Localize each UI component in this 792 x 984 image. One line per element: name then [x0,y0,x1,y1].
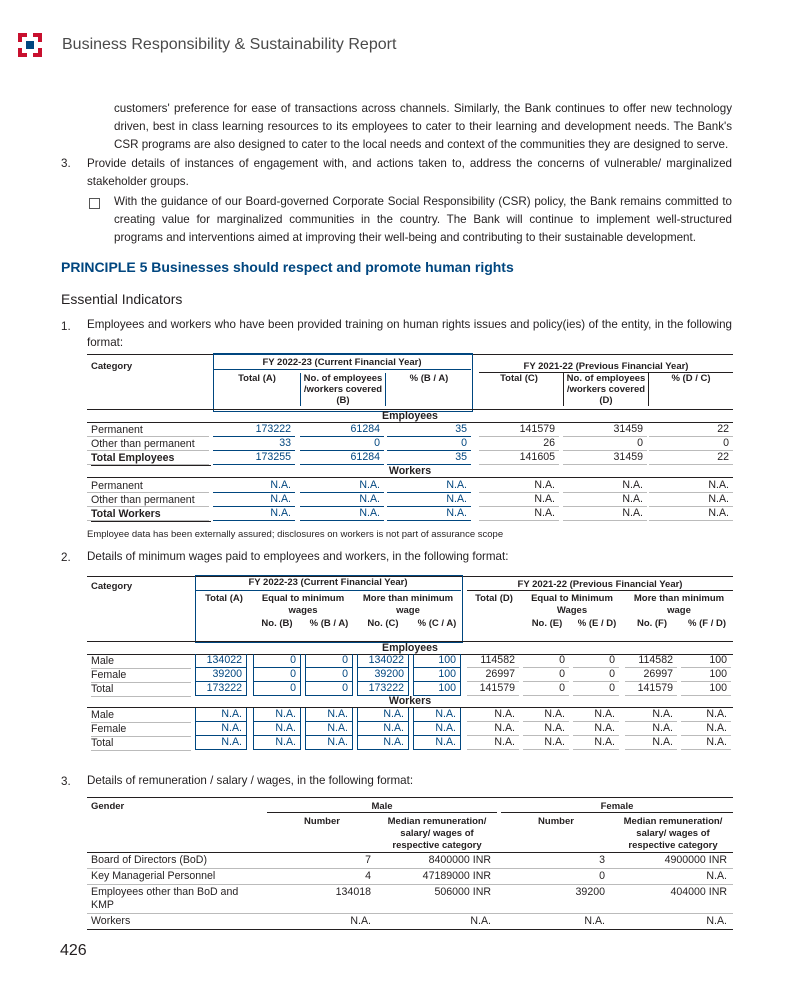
remuneration-table [87,797,733,926]
t3-cell: 506000 INR [434,886,491,898]
t1-work-cell: N.A. [479,479,559,493]
t1-emp-cell: 141579 [479,423,559,437]
t2-fy-current-header: FY 2022-23 (Current Financial Year) [248,577,408,588]
t2-emp-cell: 0 [253,654,301,668]
t2-work-cell: N.A. [523,722,569,736]
checkbox-icon [89,198,100,209]
t3-female-header: Female [501,801,733,813]
t1-work-cell: N.A. [387,493,471,507]
t3-cell: 39200 [575,886,605,898]
t1-emp-cell: 22 [649,423,733,437]
t2-emp-row-label: Female [91,668,191,683]
t1-work-cell: N.A. [563,507,647,521]
t2-emp-cell: 26997 [467,668,519,682]
q2-number: 2. [61,551,71,564]
t2-category-header: Category [91,581,133,592]
q3-question: Provide details of instances of engagement with, and actions taken to, address the concerns of vulnerable/ marginalized stakeholder groups. [87,157,732,188]
t1-employees-section: Employees [87,409,733,423]
t2-work-cell: N.A. [357,708,409,722]
t3-cell: N.A. [706,870,727,882]
t2-subheader: No. (C) [367,618,399,629]
t2-emp-cell: 141579 [625,682,677,696]
t2-work-row-label: Total [91,736,191,751]
t1-emp-cell: 173222 [213,423,295,437]
row-divider [87,913,733,914]
t3-cell: 4 [365,870,371,882]
row-divider [87,868,733,869]
t2-emp-row-label: Total [91,682,191,697]
t1-emp-cell: 31459 [563,451,647,465]
page-number: 426 [60,942,87,959]
t3-cell: 134018 [335,886,371,898]
t1-fy-current-header: FY 2022-23 (Current Financial Year) [262,357,422,368]
t2-work-cell: N.A. [305,736,353,750]
t2-work-row-label: Male [91,708,191,723]
t1-work-cell: N.A. [649,493,733,507]
t2-emp-cell: 100 [681,668,731,682]
t2-work-cell: N.A. [413,722,461,736]
t3-cell: 47189000 INR [422,870,491,882]
t3-cell: 7 [365,854,371,866]
t2-equal-min: Equal to minimum wages [261,593,345,616]
t2-emp-cell: 0 [253,682,301,696]
t2-emp-cell: 26997 [625,668,677,682]
t3-male-median: Median remuneration/ salary/ wages of respective category [387,816,487,851]
t2-emp-cell: 0 [305,668,353,682]
t1-work-row-label: Total Workers [91,507,211,522]
t1-col-covered-d: No. of employees /workers covered (D) [563,373,649,406]
t1-category-header: Category [91,361,133,372]
t1-work-cell: N.A. [300,507,384,521]
q1-number: 1. [61,320,71,333]
t3-cell: N.A. [706,915,727,927]
t1-emp-row-label: Other than permanent [91,438,195,450]
t1-emp-cell: 35 [387,451,471,465]
t2-fy-previous-header: FY 2021-22 (Previous Financial Year) [467,579,733,591]
t1-work-cell: N.A. [300,479,384,493]
training-table [87,354,733,521]
t1-work-cell: N.A. [213,507,295,521]
t2-subheader: No. (E) [531,618,563,629]
t1-work-cell: N.A. [649,507,733,521]
t1-emp-cell: 0 [300,437,384,451]
t2-emp-cell: 173222 [195,682,247,696]
minimum-wages-table [87,576,733,753]
t2-work-cell: N.A. [305,708,353,722]
t2-work-cell: N.A. [573,722,619,736]
t2-work-cell: N.A. [523,736,569,750]
t1-fy-previous-header: FY 2021-22 (Previous Financial Year) [479,361,733,373]
t2-work-cell: N.A. [625,736,677,750]
t2-subheader: % (F / D) [688,618,726,629]
t1-work-row-label: Permanent [91,480,143,492]
row-divider [87,884,733,885]
t1-col-pct-ba: % (B / A) [409,373,449,384]
t2-work-cell: N.A. [467,722,519,736]
page-header [18,32,396,58]
t2-total-a: Total (A) [205,593,243,604]
t3-cell: 3 [599,854,605,866]
t1-emp-cell: 31459 [563,423,647,437]
t2-work-cell: N.A. [681,708,731,722]
t1-col-total-c: Total (C) [500,373,538,384]
t1-footnote: Employee data has been externally assured; disclosures on workers is not part of assurance scope [87,529,504,540]
t2-emp-cell: 114582 [625,654,677,668]
q3-answer: With the guidance of our Board-governed Corporate Social Responsibility (CSR) policy, the Bank remains committed to creating value for marginalized communities in the country. The Bank will continue to implement well-structured programs and interventions aimed at improving their well-being and contributing to their sustainable development. [114,195,732,244]
t1-emp-cell: 33 [213,437,295,451]
t3-cell: N.A. [350,915,371,927]
t3-row-label: Key Managerial Personnel [91,870,216,882]
t2-emp-cell: 100 [413,682,461,696]
t2-emp-cell: 100 [681,682,731,696]
t2-equal-min-prev: Equal to Minimum Wages [531,593,613,616]
t2-total-d: Total (D) [475,593,513,604]
t2-emp-row-label: Male [91,654,191,669]
t2-work-cell: N.A. [195,708,247,722]
t2-emp-cell: 39200 [195,668,247,682]
t2-emp-cell: 0 [523,668,569,682]
t3-male-number: Number [304,816,340,827]
intro-paragraph: customers' preference for ease of transactions across channels. Similarly, the Bank continues to offer new technology driven, best in class learning resources to its employees to cater to their learning and development needs. The Bank's CSR programs are also designed to cater to the local needs and context of the communities they are designed to serve. [114,102,732,151]
t2-subheader: % (E / D) [577,618,617,629]
t2-work-cell: N.A. [357,722,409,736]
t2-emp-cell: 134022 [195,654,247,668]
t2-emp-cell: 134022 [357,654,409,668]
t3-male-header: Male [267,801,497,813]
t2-work-row-label: Female [91,722,191,737]
t2-emp-cell: 141579 [467,682,519,696]
t1-work-cell: N.A. [213,493,295,507]
t2-work-cell: N.A. [681,722,731,736]
t2-work-cell: N.A. [357,736,409,750]
q3b-number: 3. [61,775,71,788]
t1-work-cell: N.A. [300,493,384,507]
t2-subheader: % (C / A) [417,618,457,629]
t3-row-label: Workers [91,915,131,927]
t1-col-total-a: Total (A) [238,373,276,384]
essential-indicators-heading: Essential Indicators [61,291,183,307]
t3-female-number: Number [538,816,574,827]
t2-emp-cell: 0 [305,682,353,696]
t3-cell: 4900000 INR [664,854,727,866]
t2-work-cell: N.A. [413,736,461,750]
t2-work-cell: N.A. [305,722,353,736]
t2-work-cell: N.A. [253,708,301,722]
row-divider [87,929,733,930]
t2-work-cell: N.A. [625,708,677,722]
t2-work-cell: N.A. [413,708,461,722]
t2-emp-cell: 100 [413,654,461,668]
t2-work-cell: N.A. [573,708,619,722]
t2-employees-section: Employees [87,641,733,655]
t3-gender-header: Gender [91,801,125,812]
t2-work-cell: N.A. [253,736,301,750]
t1-work-cell: N.A. [479,507,559,521]
t2-workers-section: Workers [87,695,733,708]
t2-work-cell: N.A. [195,736,247,750]
t1-work-cell: N.A. [479,493,559,507]
t2-emp-cell: 39200 [357,668,409,682]
t1-emp-cell: 0 [649,437,733,451]
t1-work-cell: N.A. [563,493,647,507]
t3-female-median: Median remuneration/ salary/ wages of respective category [623,816,723,851]
t1-work-cell: N.A. [213,479,295,493]
t1-work-row-label: Other than permanent [91,494,195,506]
t2-work-cell: N.A. [681,736,731,750]
t1-work-cell: N.A. [387,507,471,521]
t2-emp-cell: 0 [523,682,569,696]
t2-emp-cell: 114582 [467,654,519,668]
t1-col-pct-dc: % (D / C) [671,373,711,384]
t2-emp-cell: 100 [681,654,731,668]
t3-cell: N.A. [470,915,491,927]
q2-question: Details of minimum wages paid to employees and workers, in the following format: [87,550,509,563]
principle-heading: PRINCIPLE 5 Businesses should respect and promote human rights [61,259,514,275]
t2-work-cell: N.A. [573,736,619,750]
t3-cell: 0 [599,870,605,882]
t1-emp-cell: 35 [387,423,471,437]
t3-cell: N.A. [584,915,605,927]
t3-row-label: Board of Directors (BoD) [91,854,207,866]
t1-emp-cell: 0 [387,437,471,451]
t1-workers-section: Workers [87,465,733,478]
t2-work-cell: N.A. [253,722,301,736]
t2-work-cell: N.A. [195,722,247,736]
t2-emp-cell: 173222 [357,682,409,696]
t2-emp-cell: 0 [523,654,569,668]
t2-emp-cell: 100 [413,668,461,682]
t1-work-cell: N.A. [649,479,733,493]
t1-emp-cell: 173255 [213,451,295,465]
t2-emp-cell: 0 [253,668,301,682]
t3-cell: 8400000 INR [428,854,491,866]
t1-emp-row-label: Permanent [91,424,143,436]
t2-emp-cell: 0 [573,682,619,696]
t1-emp-cell: 141605 [479,451,559,465]
t1-emp-row-label: Total Employees [91,451,211,466]
bank-logo-icon [18,33,42,57]
t1-emp-cell: 26 [479,437,559,451]
t2-work-cell: N.A. [625,722,677,736]
t2-work-cell: N.A. [467,736,519,750]
t2-emp-cell: 0 [573,654,619,668]
q3b-question: Details of remuneration / salary / wages, in the following format: [87,774,414,787]
t1-col-covered-b: No. of employees /workers covered (B) [300,373,386,406]
t1-emp-cell: 22 [649,451,733,465]
t2-subheader: % (B / A) [309,618,349,629]
q3-number: 3. [61,157,71,170]
t1-emp-cell: 0 [563,437,647,451]
t2-subheader: No. (F) [636,618,668,629]
t1-emp-cell: 61284 [300,423,384,437]
t1-work-cell: N.A. [563,479,647,493]
row-divider [87,520,209,521]
report-title: Business Responsibility & Sustainability Report [62,36,397,53]
t2-subheader: No. (B) [261,618,293,629]
t3-cell: 404000 INR [670,886,727,898]
t2-emp-cell: 0 [305,654,353,668]
t1-work-cell: N.A. [387,479,471,493]
q1-question: Employees and workers who have been provided training on human rights issues and policy(ies) of the entity, in the following format: [87,318,732,349]
t2-work-cell: N.A. [523,708,569,722]
t2-emp-cell: 0 [573,668,619,682]
t2-more-min: More than minimum wage [362,593,454,616]
t2-more-min-prev: More than minimum wage [633,593,725,616]
t3-row-label: Employees other than BoD and KMP [91,886,239,911]
t1-emp-cell: 61284 [300,451,384,465]
t2-work-cell: N.A. [467,708,519,722]
